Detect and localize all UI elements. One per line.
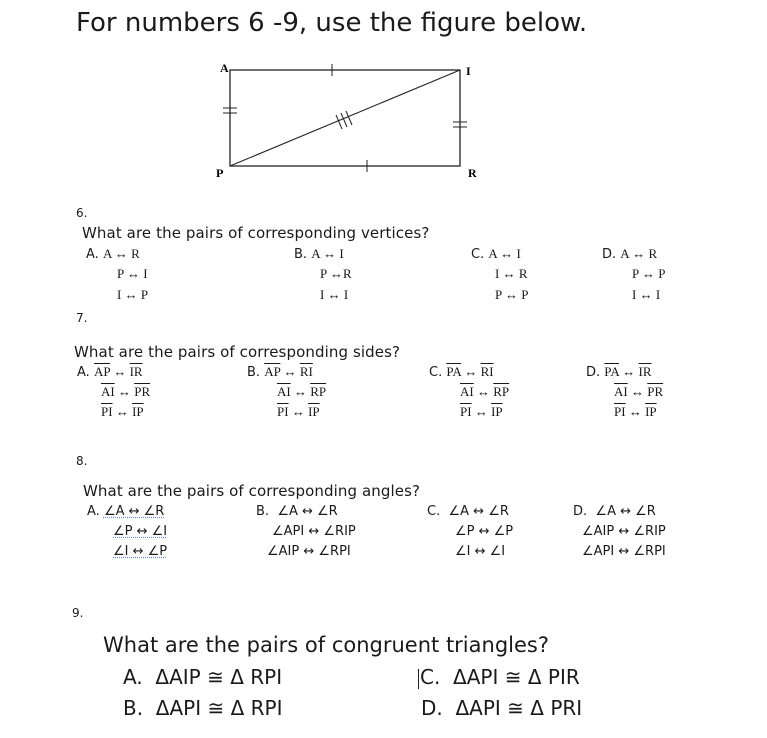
label-i: I	[466, 64, 471, 78]
q6-option-a-line3: I ↔ P	[117, 287, 149, 302]
q6-option-a-line2: P ↔ I	[117, 266, 148, 281]
label-r: R	[468, 166, 477, 180]
q7-option-d[interactable]: D. $\overline{PA}$ ↔ $\overline{IR}$	[586, 364, 652, 380]
q9-question: What are the pairs of congruent triangles?	[103, 633, 549, 657]
page-title: For numbers 6 -9, use the figure below.	[76, 8, 588, 38]
q8-option-d[interactable]: D. ∠A ↔ ∠R	[573, 504, 656, 519]
q9-option-a[interactable]: A. ΔAIP ≅ Δ RPI	[123, 665, 283, 689]
q7-option-b-line2: $\overline{AI}$ ↔ $\overline{RP}$	[277, 384, 327, 399]
q8-option-d-line2: ∠AIP ↔ ∠RIP	[582, 524, 666, 539]
label-p: P	[216, 166, 224, 180]
q6-option-b-line3: I ↔ I	[320, 287, 349, 302]
q7-option-d-line3: $\overline{PI}$ ↔ $\overline{IP}$	[614, 404, 657, 419]
tick-diag-2	[341, 113, 347, 127]
q8-option-b-line2: ∠API ↔ ∠RIP	[272, 524, 356, 539]
q6-option-c-line2: I ↔ R	[495, 266, 528, 281]
tick-diag-3	[346, 111, 352, 125]
label-a: A	[220, 61, 229, 75]
q7-option-c-line3: $\overline{PI}$ ↔ $\overline{IP}$	[460, 404, 503, 419]
tick-diag-1	[336, 115, 342, 129]
q6-option-d[interactable]: D. A ↔ R	[602, 246, 658, 262]
q6-number: 6.	[76, 206, 88, 220]
q7-option-a-line3: $\overline{PI}$ ↔ $\overline{IP}$	[101, 404, 144, 419]
rectangle-figure	[210, 58, 490, 183]
q8-option-b-line3: ∠AIP ↔ ∠RPI	[267, 544, 351, 559]
q6-option-b-line2: P ↔R	[320, 266, 352, 281]
q6-option-b[interactable]: B. A ↔ I	[294, 246, 344, 262]
q7-option-b[interactable]: B. $\overline{AP}$ ↔ $\overline{RI}$	[247, 364, 313, 380]
q8-option-c-line2: ∠P ↔ ∠P	[455, 524, 514, 539]
q6-option-a[interactable]: A. A ↔ R	[86, 246, 140, 262]
q8-option-d-line3: ∠API ↔ ∠RPI	[582, 544, 666, 559]
q8-number: 8.	[76, 454, 88, 468]
q9-option-b[interactable]: B. ΔAPI ≅ Δ RPI	[123, 696, 283, 720]
q7-option-c-line2: $\overline{AI}$ ↔ $\overline{RP}$	[460, 384, 510, 399]
q7-option-d-line2: $\overline{AI}$ ↔ $\overline{PR}$	[614, 384, 664, 399]
q6-option-c-line3: P ↔ P	[495, 287, 529, 302]
q7-number: 7.	[76, 311, 88, 325]
q7-option-b-line3: $\overline{PI}$ ↔ $\overline{IP}$	[277, 404, 320, 419]
q8-option-a[interactable]: A. ∠A ↔ ∠R	[87, 504, 165, 519]
q8-option-c-line3: ∠I ↔ ∠I	[455, 544, 506, 559]
q9-option-c[interactable]: C. ΔAPI ≅ Δ PIR	[420, 665, 580, 689]
q7-question: What are the pairs of corresponding sides?	[74, 343, 401, 361]
q7-option-a[interactable]: A. $\overline{AP}$ ↔ $\overline{IR}$	[77, 364, 143, 380]
q6-option-d-line2: P ↔ P	[632, 266, 666, 281]
q9-option-d[interactable]: D. ΔAPI ≅ Δ PRI	[421, 696, 583, 720]
q8-option-b[interactable]: B. ∠A ↔ ∠R	[256, 504, 338, 519]
q6-option-d-line3: I ↔ I	[632, 287, 661, 302]
q8-option-c[interactable]: C. ∠A ↔ ∠R	[427, 504, 509, 519]
q8-question: What are the pairs of corresponding angles?	[83, 482, 421, 500]
q8-option-a-line3: ∠I ↔ ∠P	[113, 544, 168, 559]
q7-option-c[interactable]: C. $\overline{PA}$ ↔ $\overline{RI}$	[429, 364, 494, 380]
q6-option-c[interactable]: C. A ↔ I	[471, 246, 521, 262]
q6-question: What are the pairs of corresponding vertices?	[82, 224, 430, 242]
text-cursor	[418, 669, 419, 689]
q8-option-a-line2: ∠P ↔ ∠I	[113, 524, 168, 539]
diagonal-pi	[230, 70, 460, 166]
q7-option-a-line2: $\overline{AI}$ ↔ $\overline{PR}$	[101, 384, 151, 399]
q9-number: 9.	[72, 606, 84, 620]
